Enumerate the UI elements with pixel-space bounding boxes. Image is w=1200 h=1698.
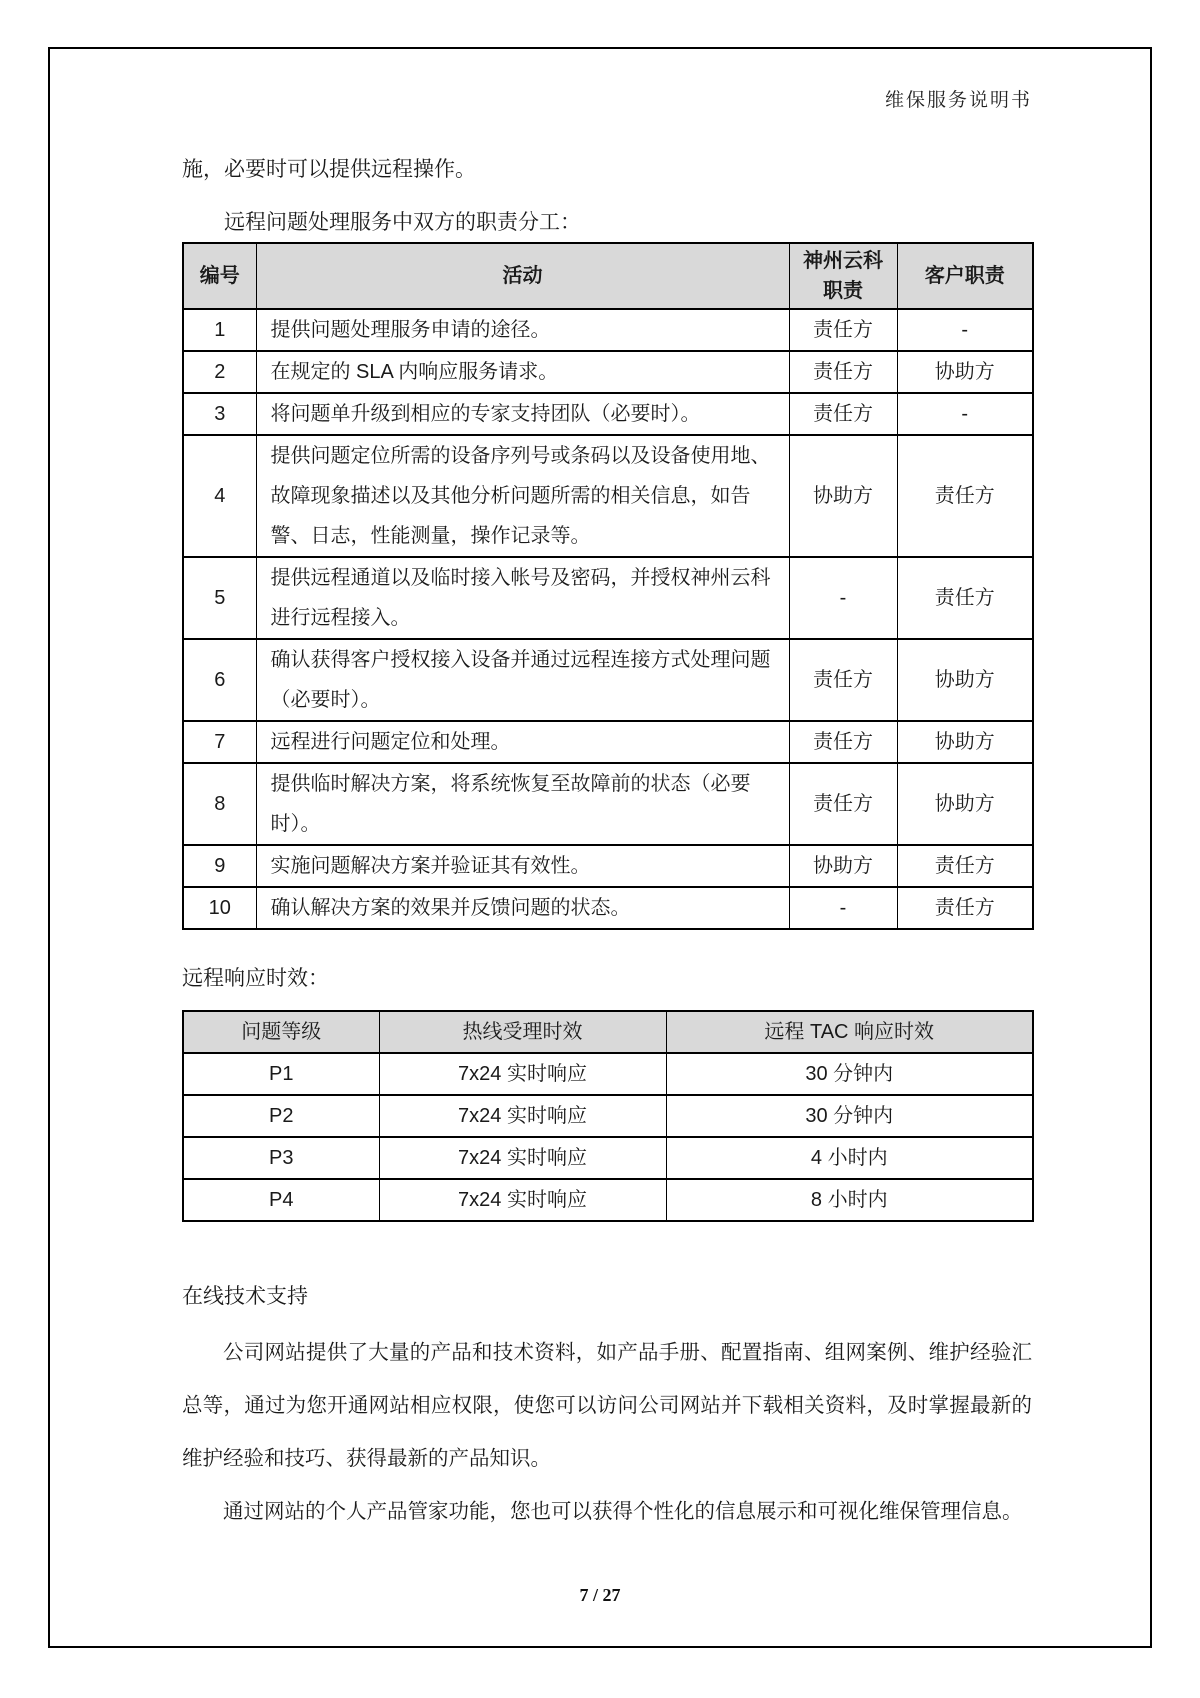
table-row	[183, 1095, 1033, 1137]
table-row	[183, 1137, 1033, 1179]
row-customer-role: 责任方	[897, 435, 1033, 557]
table-row	[183, 1053, 1033, 1095]
online-support-paragraph-2: 通过网站的个人产品管家功能，您也可以获得个性化的信息展示和可视化维保管理信息。	[223, 1500, 1023, 1523]
row-activity: 提供远程通道以及临时接入帐号及密码，并授权神州云科进行远程接入。	[256, 557, 789, 639]
row-vendor-role: 协助方	[789, 845, 897, 887]
row-vendor-role: 责任方	[789, 721, 897, 763]
table-row	[183, 309, 1033, 351]
online-support-heading: 在线技术支持	[182, 1285, 308, 1308]
row-hotline: 7x24 实时响应	[379, 1179, 666, 1221]
row-level: P1	[183, 1053, 379, 1095]
row-activity: 实施问题解决方案并验证其有效性。	[256, 845, 789, 887]
row-activity: 将问题单升级到相应的专家支持团队（必要时）。	[256, 393, 789, 435]
row-vendor-role: 责任方	[789, 351, 897, 393]
row-no: 7	[183, 721, 256, 763]
table-row	[183, 435, 1033, 557]
row-activity: 在规定的 SLA 内响应服务请求。	[256, 351, 789, 393]
row-tac: 30 分钟内	[666, 1095, 1033, 1137]
row-activity: 确认解决方案的效果并反馈问题的状态。	[256, 887, 789, 929]
row-tac: 4 小时内	[666, 1137, 1033, 1179]
row-no: 8	[183, 763, 256, 845]
responsibility-table-header-row	[183, 243, 1033, 309]
row-no: 1	[183, 309, 256, 351]
row-customer-role: 责任方	[897, 557, 1033, 639]
row-activity: 提供问题处理服务申请的途径。	[256, 309, 789, 351]
row-no: 6	[183, 639, 256, 721]
row-customer-role: 协助方	[897, 721, 1033, 763]
table-row	[183, 763, 1033, 845]
row-customer-role: 责任方	[897, 887, 1033, 929]
row-vendor-role: -	[789, 887, 897, 929]
page-content	[182, 49, 1032, 1538]
row-vendor-role: 责任方	[789, 763, 897, 845]
col-header-activity: 活动	[256, 243, 789, 309]
row-customer-role: 责任方	[897, 845, 1033, 887]
row-hotline: 7x24 实时响应	[379, 1053, 666, 1095]
row-hotline: 7x24 实时响应	[379, 1095, 666, 1137]
row-level: P3	[183, 1137, 379, 1179]
table-row	[183, 351, 1033, 393]
document-header-title: 维保服务说明书	[884, 90, 1032, 111]
sla-table-header-row	[183, 1011, 1033, 1053]
table-row	[183, 639, 1033, 721]
row-customer-role: 协助方	[897, 639, 1033, 721]
row-vendor-role: 责任方	[789, 639, 897, 721]
row-activity: 确认获得客户授权接入设备并通过远程连接方式处理问题（必要时）。	[256, 639, 789, 721]
row-no: 3	[183, 393, 256, 435]
row-no: 2	[183, 351, 256, 393]
col-header-customer: 客户职责	[897, 243, 1033, 309]
table-row	[183, 721, 1033, 763]
row-level: P4	[183, 1179, 379, 1221]
col-header-vendor-line1: 神州云科	[803, 250, 883, 272]
row-tac: 30 分钟内	[666, 1053, 1033, 1095]
row-customer-role: -	[897, 309, 1033, 351]
col-header-vendor-line2: 职责	[823, 280, 863, 302]
sla-section-heading: 远程响应时效：	[182, 967, 329, 990]
table-row	[183, 887, 1033, 929]
row-customer-role: -	[897, 393, 1033, 435]
online-support-paragraph-1: 公司网站提供了大量的产品和技术资料，如产品手册、配置指南、组网案例、维护经验汇总等，通过为您开通网站相应权限，使您可以访问公司网站并下载相关资料，及时掌握最新的维护经验和技巧、获得最新的产品知识。	[182, 1341, 1032, 1470]
table-row	[183, 845, 1033, 887]
page-number: 7 / 27	[579, 1585, 621, 1605]
row-vendor-role: -	[789, 557, 897, 639]
row-customer-role: 协助方	[897, 351, 1033, 393]
row-activity: 远程进行问题定位和处理。	[256, 721, 789, 763]
row-activity: 提供临时解决方案，将系统恢复至故障前的状态（必要时）。	[256, 763, 789, 845]
table1-intro-line: 远程问题处理服务中双方的职责分工：	[224, 211, 581, 234]
row-vendor-role: 协助方	[789, 435, 897, 557]
table-row	[183, 1179, 1033, 1221]
row-no: 4	[183, 435, 256, 557]
row-no: 9	[183, 845, 256, 887]
row-vendor-role: 责任方	[789, 309, 897, 351]
sla-table	[182, 1010, 1034, 1222]
row-hotline: 7x24 实时响应	[379, 1137, 666, 1179]
responsibility-table	[182, 242, 1034, 930]
row-vendor-role: 责任方	[789, 393, 897, 435]
col-header-no: 编号	[183, 243, 256, 309]
row-no: 5	[183, 557, 256, 639]
col-header-vendor	[789, 243, 897, 309]
row-tac: 8 小时内	[666, 1179, 1033, 1221]
continuation-paragraph-line: 施，必要时可以提供远程操作。	[182, 158, 476, 181]
table-row	[183, 557, 1033, 639]
col-header-tac: 远程 TAC 响应时效	[666, 1011, 1033, 1053]
row-customer-role: 协助方	[897, 763, 1033, 845]
page-frame	[48, 47, 1152, 1648]
col-header-level: 问题等级	[183, 1011, 379, 1053]
row-activity: 提供问题定位所需的设备序列号或条码以及设备使用地、故障现象描述以及其他分析问题所需的相关信息，如告警、日志，性能测量，操作记录等。	[256, 435, 789, 557]
row-level: P2	[183, 1095, 379, 1137]
col-header-hotline: 热线受理时效	[379, 1011, 666, 1053]
row-no: 10	[183, 887, 256, 929]
table-row	[183, 393, 1033, 435]
